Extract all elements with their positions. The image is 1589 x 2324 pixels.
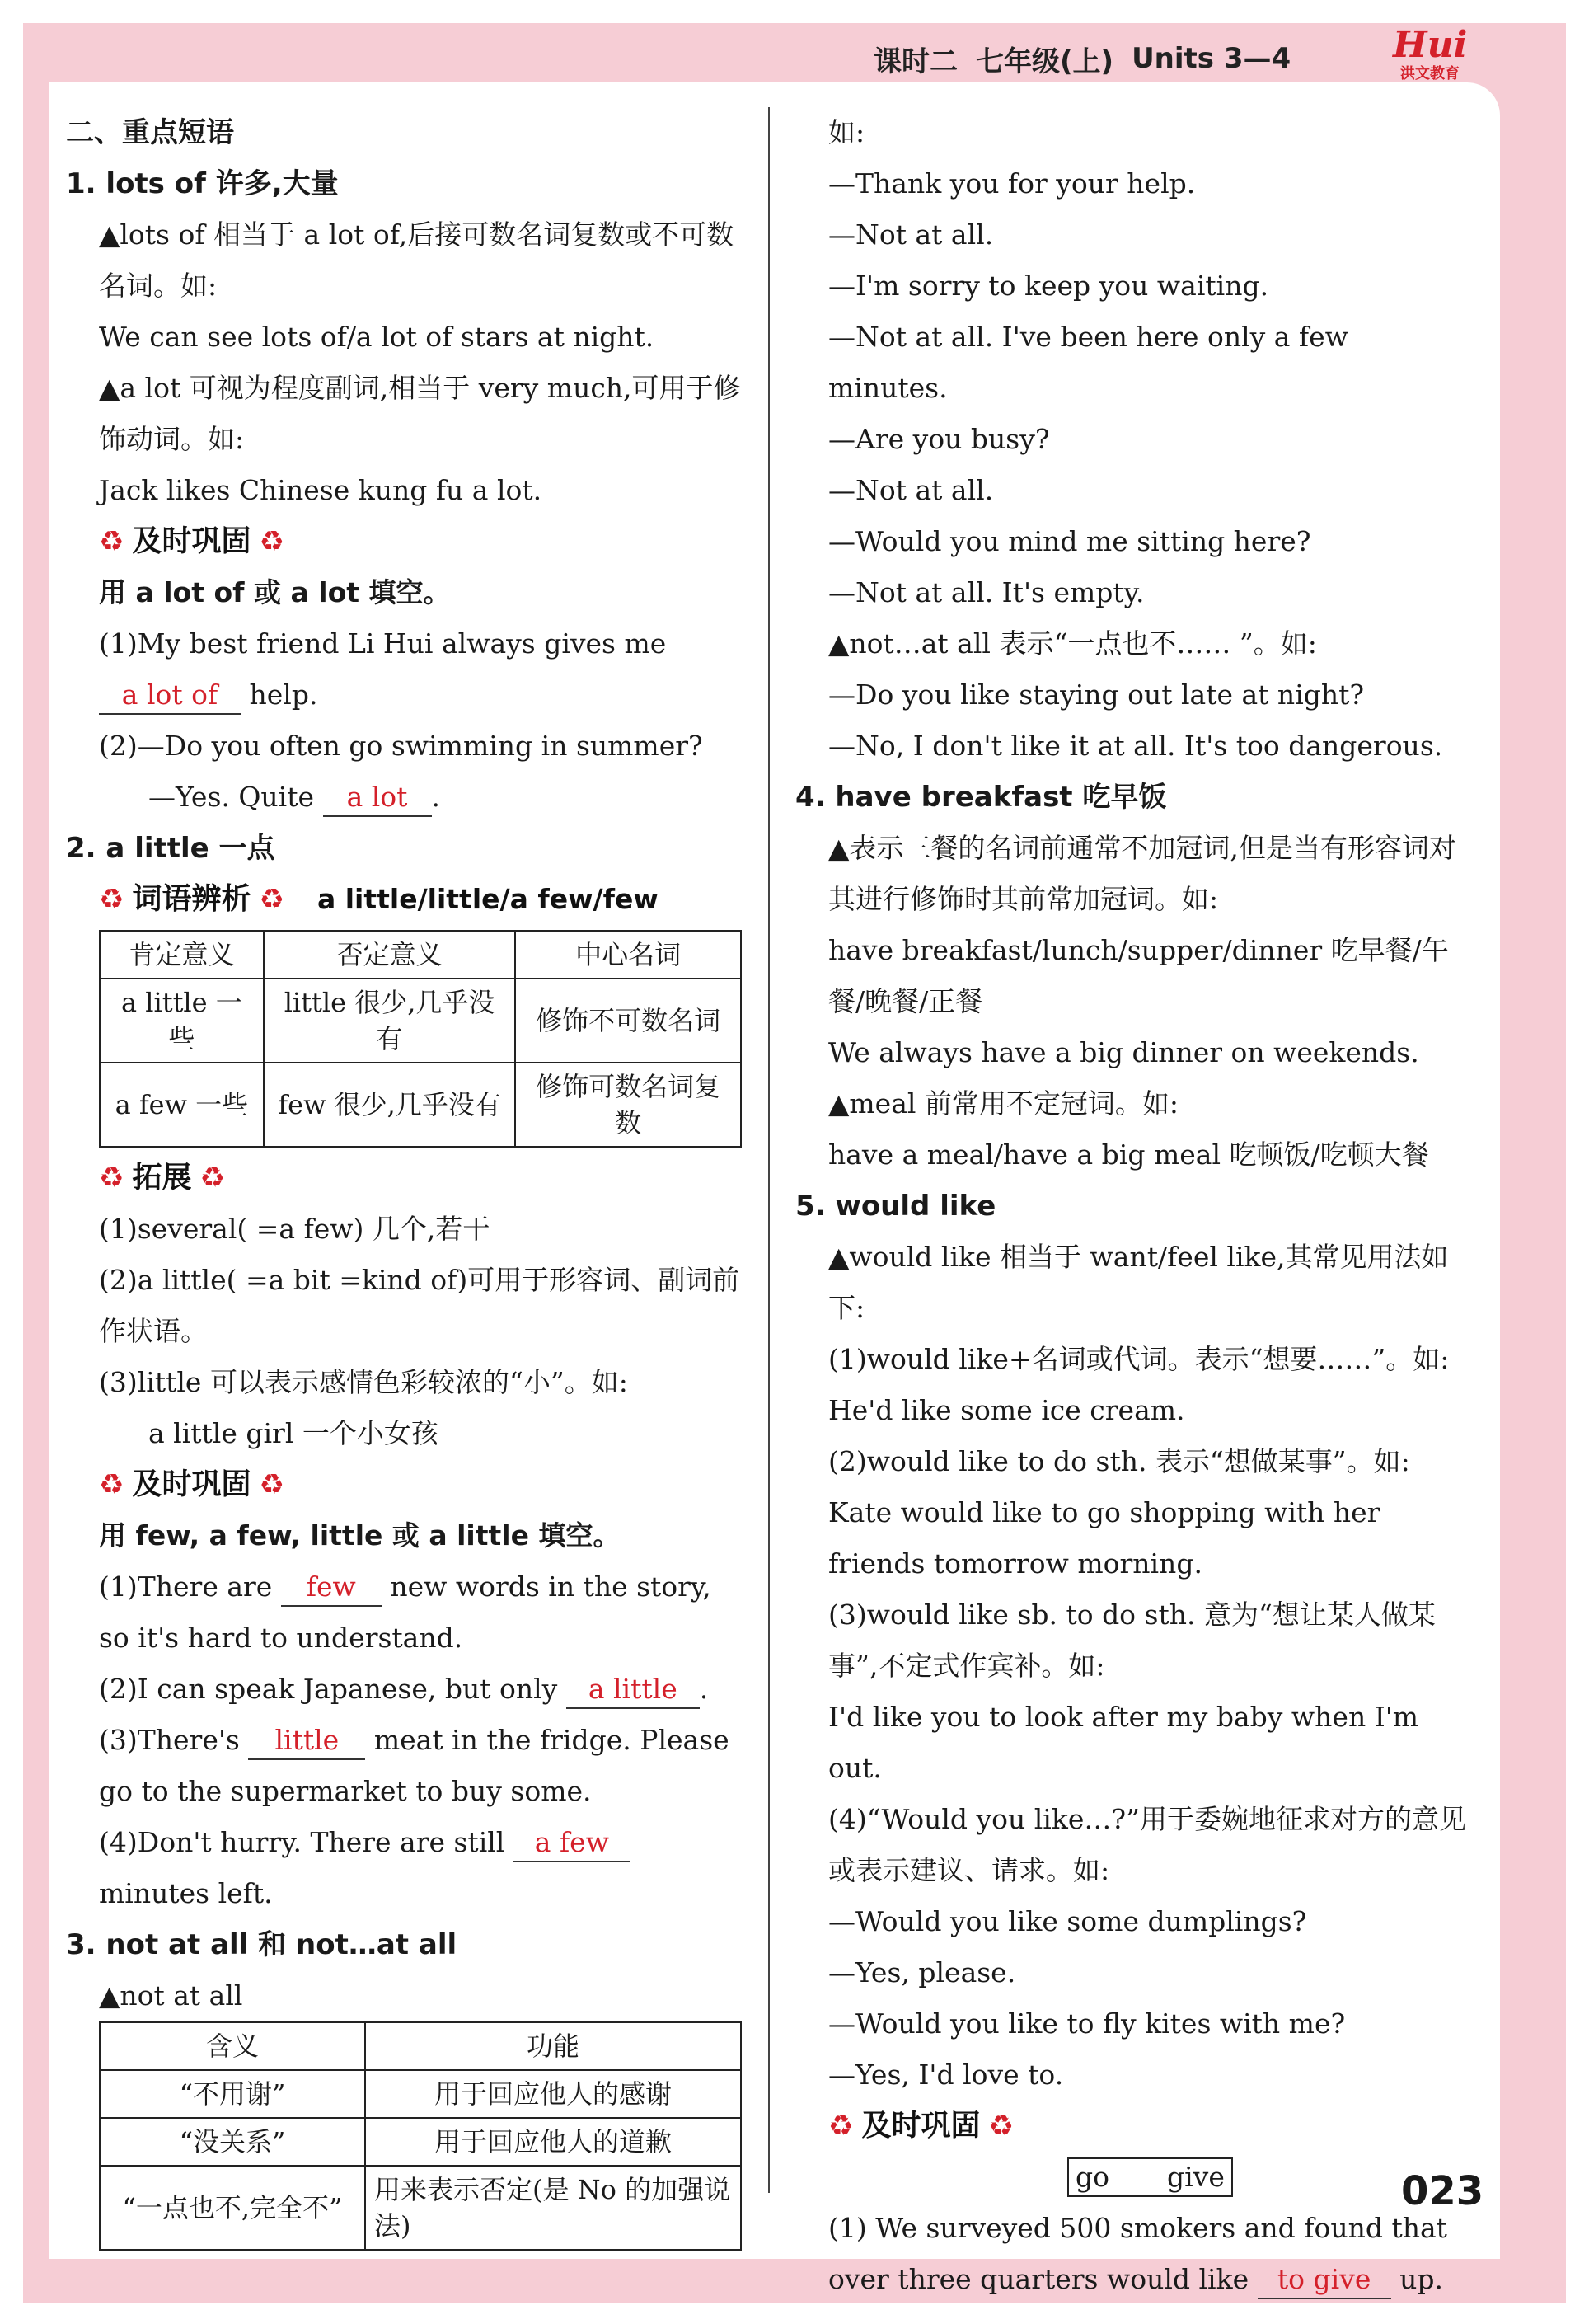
question-text: (3)There's: [99, 1724, 240, 1756]
question-text: minutes left.: [99, 1877, 273, 1909]
recycle-icon: ♻: [99, 1468, 124, 1501]
question-text: new words in the story, so it's hard to understand.: [99, 1570, 711, 1654]
word-box-item: give: [1167, 2161, 1225, 2193]
recycle-icon: ♻: [99, 1162, 124, 1195]
item4-title: 4. have breakfast 吃早饭: [795, 781, 1167, 814]
question-text: —Yes. Quite: [148, 781, 315, 813]
question-text: (1)My best friend Li Hui always gives me: [99, 627, 667, 660]
analysis-words: a little/little/a few/few: [316, 883, 659, 915]
answer-blank: few: [281, 1569, 382, 1607]
logo-text: Hui: [1393, 24, 1468, 66]
answer-blank: a lot of: [99, 677, 241, 715]
item2-question2: [66, 1664, 742, 1715]
not-at-all-note: ▲not…at all 表示“一点也不…… ”。如:: [828, 627, 1317, 660]
dialog-line: —Yes, I'd love to.: [828, 2059, 1064, 2091]
practice-heading: [795, 2101, 1471, 2152]
question-text: (2)I can speak Japanese, but only: [99, 1673, 558, 1705]
recycle-icon: ♻: [99, 883, 124, 916]
table-cell: “一点也不,完全不”: [100, 2166, 365, 2250]
practice-label: 及时巩固: [861, 2109, 981, 2143]
left-column: [66, 107, 742, 2251]
item3-title: 3. not at all 和 not…at all: [66, 1928, 457, 1961]
table-cell: little 很少,几乎没有: [264, 979, 516, 1063]
dialog-line: —Not at all. It's empty.: [828, 576, 1145, 608]
meaning-table: [99, 2021, 742, 2251]
table-row: [100, 979, 741, 1063]
table-cell: a little 一些: [100, 979, 264, 1063]
item3-note: ▲not at all: [99, 1979, 243, 2012]
question-text: .: [431, 781, 441, 813]
expand-heading: [66, 1153, 742, 1204]
item5-usage2-example: Kate would like to go shopping with her friends tomorrow morning.: [828, 1496, 1380, 1580]
section-title: 二、重点短语: [66, 116, 234, 149]
table-cell: “没关系”: [100, 2118, 365, 2166]
item5-usage1: (1)would like+名词或代词。表示“想要……”。如:: [828, 1343, 1450, 1375]
item5-note: ▲would like 相当于 want/feel like,其常见用法如下:: [828, 1241, 1449, 1324]
item2-question4: [66, 1817, 742, 1919]
question-text: (4)Don't hurry. There are still: [99, 1826, 505, 1858]
dialog-line: —No, I don't like it at all. It's too dangerous.: [828, 730, 1443, 762]
item1-question1: [66, 618, 742, 721]
dialog-line: —I'm sorry to keep you waiting.: [828, 270, 1269, 302]
item1-question2-prompt: (2)—Do you often go swimming in summer?: [99, 730, 703, 762]
question-text: help.: [249, 678, 318, 711]
table-row: [100, 2070, 741, 2118]
header-units: Units 3—4: [1132, 42, 1291, 75]
item5-usage2: (2)would like to do sth. 表示“想做某事”。如:: [828, 1445, 1410, 1477]
dialog-line: —Do you like staying out late at night?: [828, 678, 1365, 711]
practice-label: 及时巩固: [132, 1467, 251, 1501]
column-divider: [768, 107, 770, 2193]
comparison-table: [99, 930, 742, 1148]
expand-point3: (3)little 可以表示感情色彩较浓的“小”。如:: [99, 1366, 628, 1398]
word-box-row: [795, 2152, 1471, 2203]
recycle-icon: ♻: [828, 2110, 854, 2143]
dialog-line: —Would you like some dumplings?: [828, 1905, 1307, 1937]
dialog-line: —Thank you for your help.: [828, 167, 1196, 200]
item2-instruction: 用 few, a few, little 或 a little 填空。: [99, 1519, 621, 1552]
table-cell: 用来表示否定(是 No 的加强说法): [365, 2166, 741, 2250]
analysis-label: 词语辨析: [132, 882, 251, 916]
expand-point3-example: a little girl 一个小女孩: [148, 1417, 438, 1449]
table-header-cell: 肯定意义: [100, 931, 264, 979]
item1-title: 1. lots of 许多,大量: [66, 167, 339, 200]
answer-blank: to give: [1258, 2261, 1391, 2299]
dialog-line: —Would you mind me sitting here?: [828, 525, 1311, 557]
answer-blank: a lot: [323, 779, 432, 817]
table-header-row: [100, 931, 741, 979]
table-cell: 用于回应他人的道歉: [365, 2118, 741, 2166]
question-text: meat in the fridge. Please go to the supermarket to buy some.: [99, 1724, 729, 1807]
table-cell: 用于回应他人的感谢: [365, 2070, 741, 2118]
header-lesson: 课时二: [874, 45, 958, 78]
answer-blank: a little: [566, 1671, 700, 1709]
table-cell: few 很少,几乎没有: [264, 1063, 516, 1147]
logo-subtext: 洪文教育: [1400, 65, 1460, 82]
table-row: [100, 2166, 741, 2250]
item1-question2: [66, 772, 742, 823]
publisher-logo: [1393, 25, 1467, 91]
dialog-line: —Not at all. I've been here only a few minutes.: [828, 321, 1348, 404]
table-header-cell: 否定意义: [264, 931, 516, 979]
recycle-icon: ♻: [259, 1468, 284, 1501]
expand-point2: (2)a little( =a bit =kind of)可用于形容词、副词前作状语。: [99, 1264, 740, 1347]
recycle-icon: ♻: [259, 883, 284, 916]
table-cell: “不用谢”: [100, 2070, 365, 2118]
page-header: [874, 30, 1291, 87]
item5-usage4: (4)“Would you like…?”用于委婉地征求对方的意见或表示建议、请求。如:: [828, 1803, 1466, 1886]
right-column: [795, 107, 1471, 2305]
item4-example2: We always have a big dinner on weekends.: [828, 1036, 1419, 1068]
item1-example1: We can see lots of/a lot of stars at night.: [99, 321, 654, 353]
item1-note1: ▲lots of 相当于 a lot of,后接可数名词复数或不可数名词。如:: [99, 218, 734, 302]
item4-note2: ▲meal 前常用不定冠词。如:: [828, 1087, 1179, 1120]
analysis-heading: [66, 874, 742, 925]
word-box: [1067, 2157, 1233, 2197]
recycle-icon: ♻: [988, 2110, 1014, 2143]
question-text: (1)There are: [99, 1570, 273, 1603]
item1-instruction: 用 a lot of 或 a lot 填空。: [99, 576, 451, 608]
table-row: [100, 1063, 741, 1147]
table-header-cell: 功能: [365, 2022, 741, 2070]
item2-title: 2. a little 一点: [66, 832, 275, 865]
item5-question1: [795, 2203, 1471, 2305]
answer-blank: little: [248, 1722, 365, 1760]
dialog-line: —Not at all.: [828, 218, 994, 251]
question-text: (1) We surveyed 500 smokers and found that over three quarters would like: [828, 2212, 1447, 2295]
item2-question3: [66, 1715, 742, 1817]
recycle-icon: ♻: [259, 525, 284, 558]
recycle-icon: ♻: [99, 525, 124, 558]
expand-label: 拓展: [132, 1161, 192, 1195]
page-number: 023: [1401, 2168, 1484, 2214]
item5-usage3: (3)would like sb. to do sth. 意为“想让某人做某事”,不定式作宾补。如:: [828, 1599, 1436, 1682]
word-box-item: go: [1076, 2161, 1109, 2193]
practice-heading: [66, 516, 742, 567]
table-header-cell: 中心名词: [515, 931, 741, 979]
answer-blank: a few: [513, 1824, 630, 1862]
dialog-line: —Yes, please.: [828, 1956, 1016, 1988]
practice-heading: [66, 1459, 742, 1510]
item1-note2: ▲a lot 可视为程度副词,相当于 very much,可用于修饰动词。如:: [99, 372, 741, 455]
intro-text: 如:: [828, 116, 865, 148]
table-header-row: [100, 2022, 741, 2070]
dialog-line: —Would you like to fly kites with me?: [828, 2007, 1346, 2040]
item4-example3: have a meal/have a big meal 吃顿饭/吃顿大餐: [828, 1139, 1429, 1171]
table-cell: a few 一些: [100, 1063, 264, 1147]
practice-label: 及时巩固: [132, 524, 251, 558]
table-cell: 修饰可数名词复数: [515, 1063, 741, 1147]
dialog-line: —Not at all.: [828, 474, 994, 506]
question-text: up.: [1399, 2263, 1444, 2295]
item5-title: 5. would like: [795, 1190, 996, 1223]
item4-example1: have breakfast/lunch/supper/dinner 吃早餐/午餐/晚餐/正餐: [828, 934, 1449, 1017]
item5-usage1-example: He'd like some ice cream.: [828, 1394, 1185, 1426]
recycle-icon: ♻: [199, 1162, 225, 1195]
header-grade: 七年级(上): [976, 45, 1114, 78]
item1-example2: Jack likes Chinese kung fu a lot.: [99, 474, 542, 506]
table-row: [100, 2118, 741, 2166]
table-cell: 修饰不可数名词: [515, 979, 741, 1063]
item5-usage3-example: I'd like you to look after my baby when I'm out.: [828, 1701, 1419, 1784]
dialog-line: —Are you busy?: [828, 423, 1050, 455]
expand-point1: (1)several( =a few) 几个,若干: [99, 1213, 490, 1245]
table-header-cell: 含义: [100, 2022, 365, 2070]
question-text: .: [699, 1673, 709, 1705]
item4-note1: ▲表示三餐的名词前通常不加冠词,但是当有形容词对其进行修饰时其前常加冠词。如:: [828, 832, 1456, 915]
item2-question1: [66, 1561, 742, 1664]
